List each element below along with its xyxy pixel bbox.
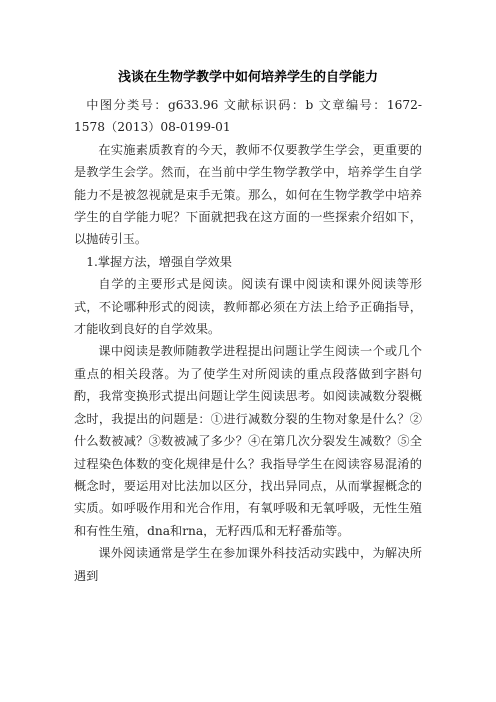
classification-meta: 中图分类号：g633.96 文献标识码：b 文章编号：1672-1578（2013）08-0199-01 <box>74 98 422 135</box>
article-body <box>74 94 422 587</box>
paragraph: 课外阅读通常是学生在参加课外科技活动实践中，为解决所遇到 <box>74 546 422 583</box>
paragraph: 自学的主要形式是阅读。阅读有课中阅读和课外阅读等形式，不论哪种形式的阅读，教师都必须在方法上给予正确指导，才能收到良好的自学效果。 <box>74 277 422 337</box>
page-title: 浅谈在生物学教学中如何培养学生的自学能力 <box>117 70 378 85</box>
paragraph-intro: 在实施素质教育的今天，教师不仅要教学生学会，更重要的是教学生会学。然而，在当前中学生物学教学中，培养学生自学能力不是被忽视就是束手无策。那么，如何在生物学教学中培养学生的自学能力呢？下面就把我在这方面的一些探索介绍如下，以抛砖引玉。 <box>74 142 422 247</box>
paragraph: 课中阅读是教师随教学进程提出问题让学生阅读一个或几个重点的相关段落。为了使学生对所阅读的重点段落做到字斟句酌，我常变换形式提出问题让学生阅读思考。如阅读减数分裂概念时，我提出的问题是：①进行减数分裂的生物对象是什么？②什么数被减？③数被减了多少？④在第几次分裂发生减数？⑤全过程染色体数的变化规律是什么？我指导学生在阅读容易混淆的概念时，要运用对比法加以区分，找出异同点，从而掌握概念的实质。如呼吸作用和光合作用，有氧呼吸和无氧呼吸，无性生殖和有性生殖，dna和rna，无籽西瓜和无籽番茄等。 <box>74 344 422 538</box>
section-heading: 1.掌握方法，增强自学效果 <box>86 254 232 269</box>
